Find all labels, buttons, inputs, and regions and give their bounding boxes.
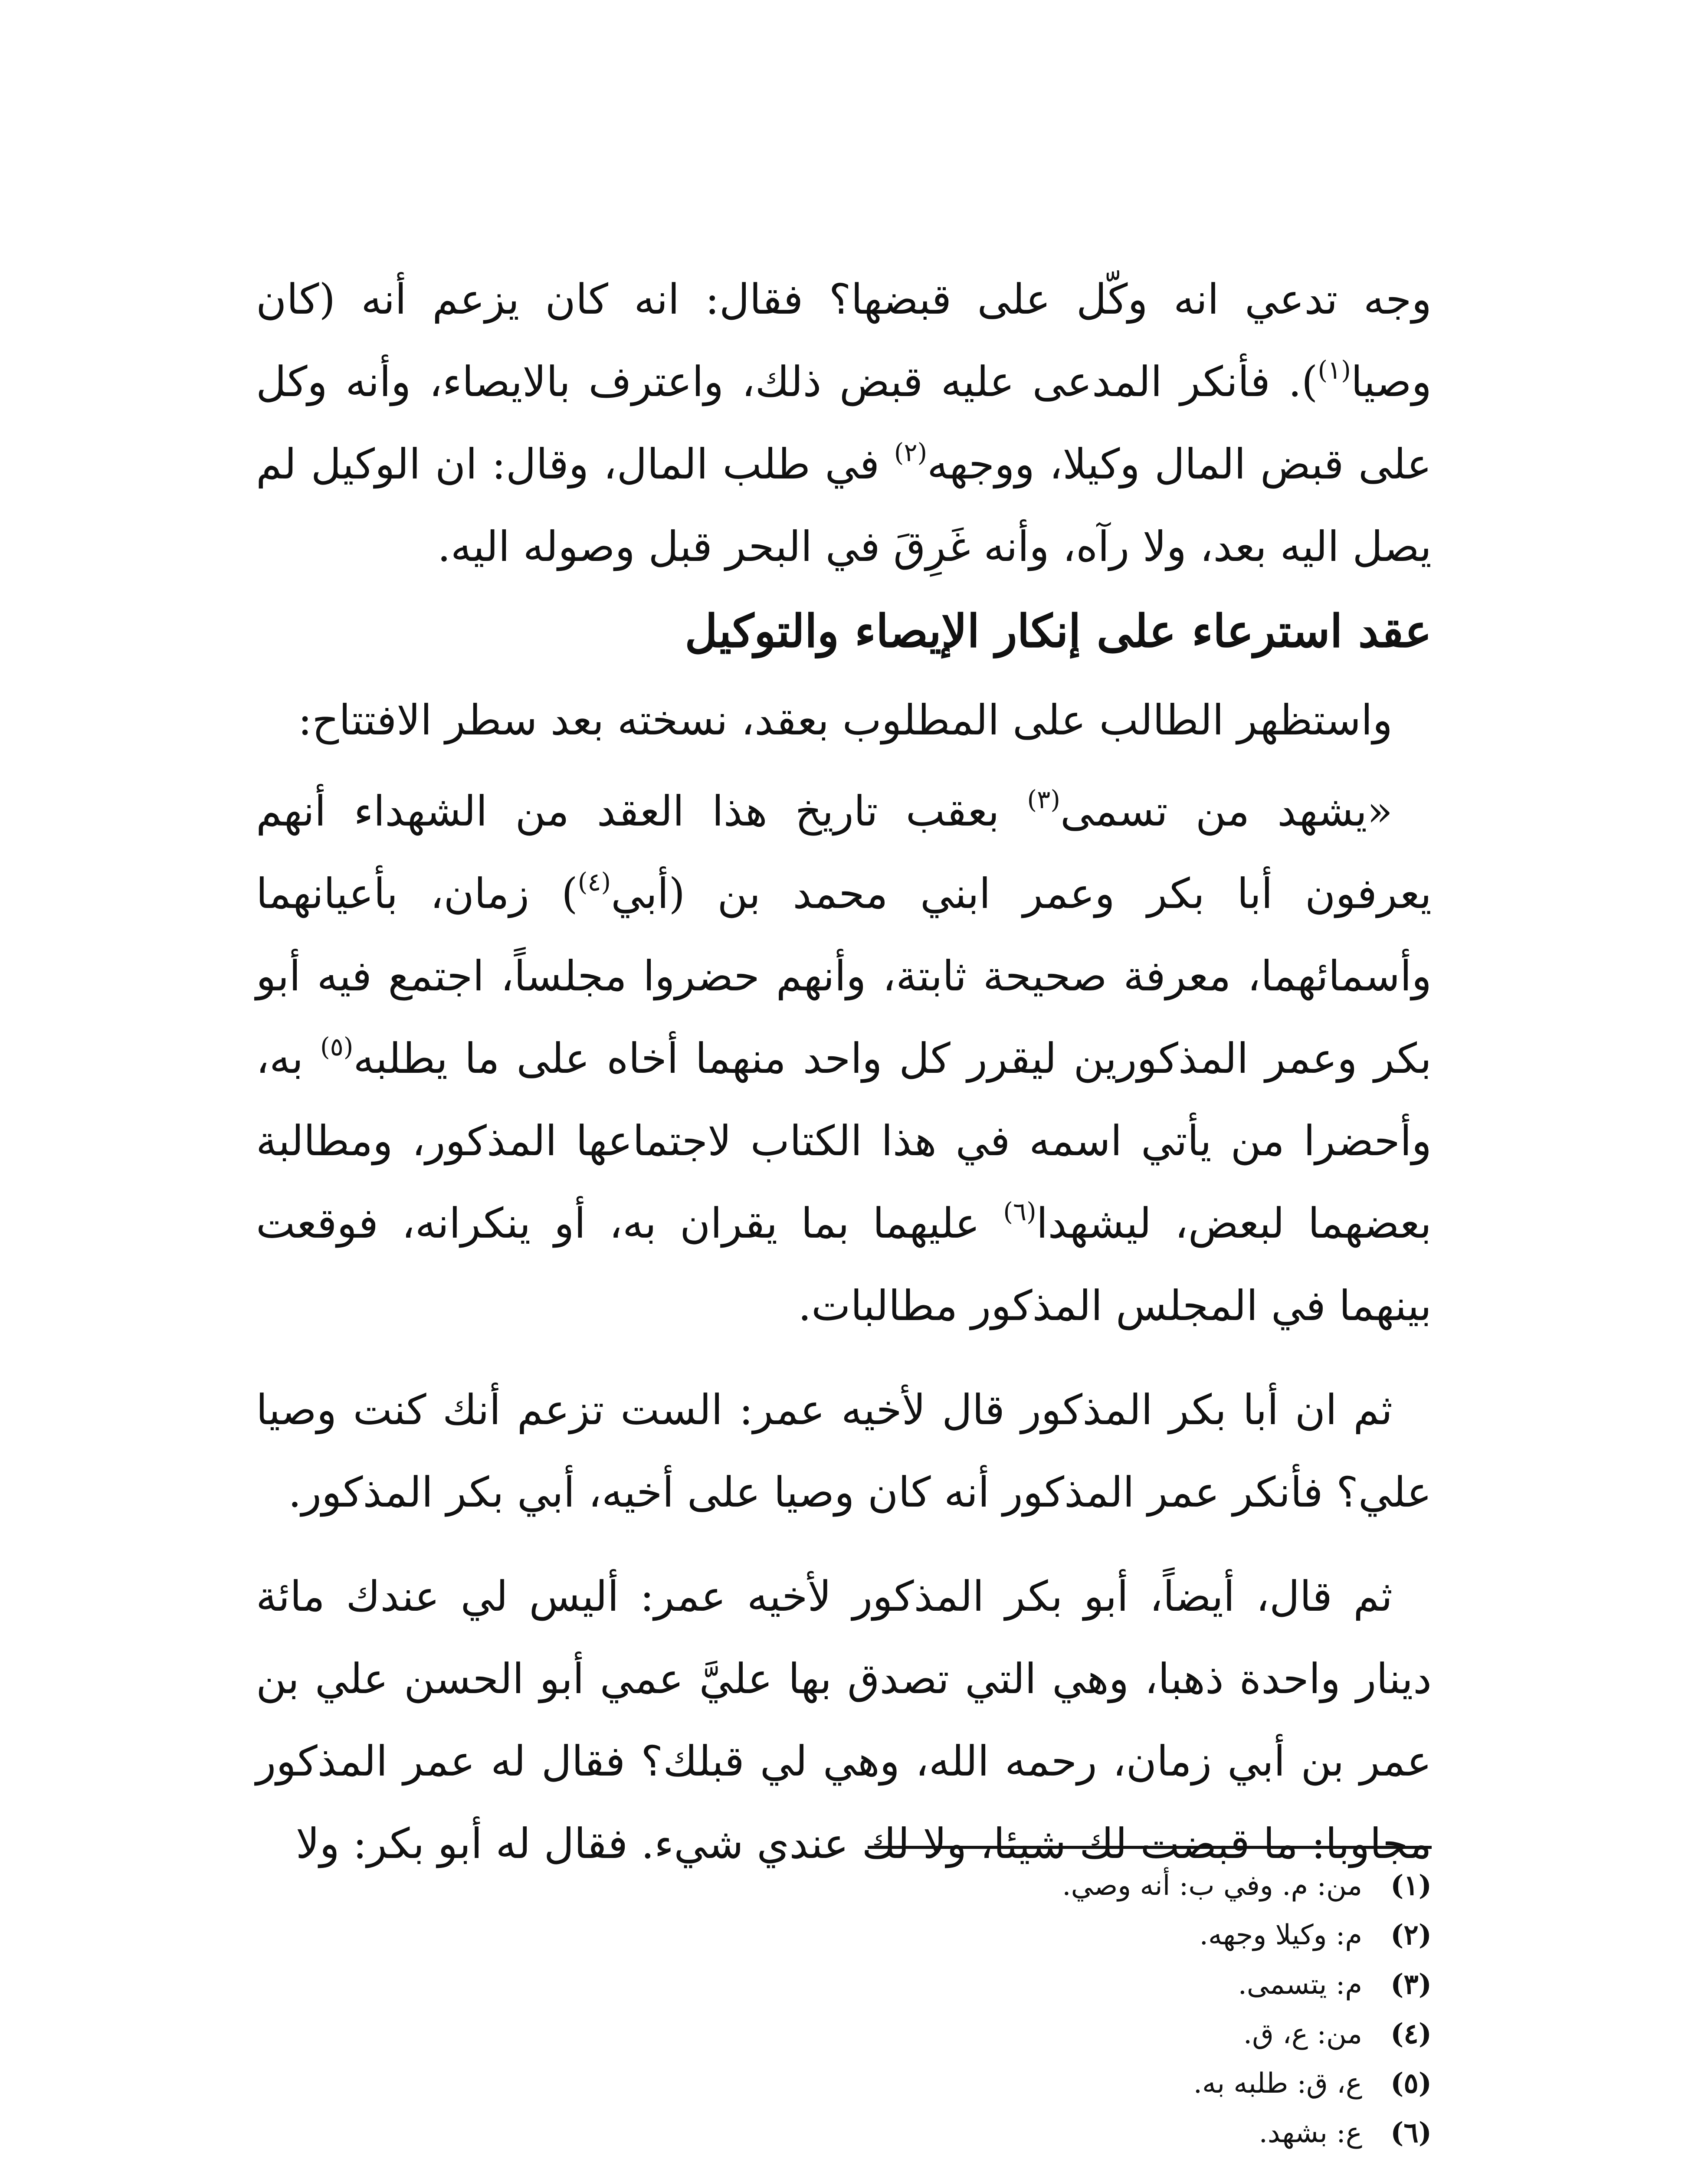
footnote-item xyxy=(256,2059,1432,2108)
main-text xyxy=(256,258,1432,1885)
text-run: ). فأنكر المدعى عليه قبض ذلك، واعترف بالايصاء، وأنه وكل على قبض المال وكيلا، ووجهه xyxy=(256,357,1432,488)
footnote-ref-3: (٣) xyxy=(1027,785,1060,814)
paragraph-1 xyxy=(256,258,1432,588)
footnote-separator xyxy=(868,1846,1432,1849)
footnote-number: (٢) xyxy=(1390,1919,1432,1951)
footnote-item xyxy=(256,1861,1432,1910)
footnote-number: (٦) xyxy=(1390,2117,1432,2149)
footnote-text: ع، ق: طلبه به. xyxy=(1193,2067,1362,2100)
text-run: بعقب تاريخ هذا العقد من الشهداء أنهم يعرفون أبا بكر وعمر ابني محمد بن (أبي xyxy=(256,787,1432,918)
text-run: ) زمان، بأعيانهما وأسمائهما، معرفة صحيحة ثابتة، وأنهم حضروا مجلساً، اجتمع فيه أبو بكر وعمر المذكورين ليقرر كل واحد منهما أخاه على ما يطلبه xyxy=(256,869,1432,1083)
footnote-item xyxy=(256,2009,1432,2059)
footnote-ref-1: (١) xyxy=(1318,355,1351,385)
footnote-text: م: يتسمى. xyxy=(1238,1969,1362,2001)
text-run: به، وأحضرا من يأتي اسمه في هذا الكتاب لاجتماعها المذكور، ومطالبة بعضهما لبعض، ليشهدا xyxy=(256,1034,1432,1248)
footnote-text: من: م. وفي ب: أنه وصي. xyxy=(1062,1870,1362,1902)
footnote-ref-2: (٢) xyxy=(894,438,928,467)
text-run: «يشهد من تسمى xyxy=(1060,787,1393,835)
footnote-ref-5: (٥) xyxy=(320,1032,354,1062)
footnote-ref-6: (٦) xyxy=(1003,1197,1036,1226)
text-run: وجه تدعي انه وكّل على قبضها؟ فقال: انه كان يزعم أنه (كان وصيا xyxy=(256,275,1432,406)
footnote-text: م: وكيلا وجهه. xyxy=(1199,1919,1362,1951)
footnotes-list xyxy=(256,1861,1432,2158)
footnote-text: ع: بشهد. xyxy=(1259,2117,1362,2149)
quoted-document xyxy=(256,770,1432,1347)
text-run: عليهما بما يقران به، أو ينكرانه، فوقعت بينهما في المجلس المذكور مطالبات. xyxy=(256,1199,1432,1330)
lead-paragraph: واستظهر الطالب على المطلوب بعقد، نسخته بعد سطر الافتتاح: xyxy=(298,696,1393,744)
footnote-item xyxy=(256,2108,1432,2158)
paragraph-3: ثم قال، أيضاً، أبو بكر المذكور لأخيه عمر: أليس لي عندك مائة دينار واحدة ذهبا، وهي التي تصدق بها عليَّ عمي أبو الحسن علي بن عمر بن أبي زمان، رحمه الله، وهي لي قبلك؟ فقال له عمر المذكور مجاوبا: ما قبضت لك شيئا، ولا لك عندي شيء. فقال له أبو بكر: ولا xyxy=(256,1572,1432,1868)
text-run: في طلب المال، وقال: ان الوكيل لم يصل اليه بعد، ولا رآه، وأنه غَرِقَ في البحر قبل وصوله اليه. xyxy=(256,440,1432,571)
footnote-number: (٣) xyxy=(1390,1968,1432,2001)
footnote-item xyxy=(256,1910,1432,1960)
section-heading: عقد استرعاء على إنكار الإيصاء والتوكيل xyxy=(685,604,1432,658)
paragraph-2: ثم ان أبا بكر المذكور قال لأخيه عمر: الست تزعم أنك كنت وصيا علي؟ فأنكر عمر المذكور أنه كان وصيا على أخيه، أبي بكر المذكور. xyxy=(256,1386,1432,1517)
footnote-number: (٤) xyxy=(1390,2018,1432,2050)
footnote-number: (١) xyxy=(1390,1869,1432,1902)
footnote-item xyxy=(256,1960,1432,2009)
footnote-text: من: ع، ق. xyxy=(1243,2018,1362,2050)
footnote-number: (٥) xyxy=(1390,2067,1432,2100)
footnote-ref-4: (٤) xyxy=(577,867,611,897)
